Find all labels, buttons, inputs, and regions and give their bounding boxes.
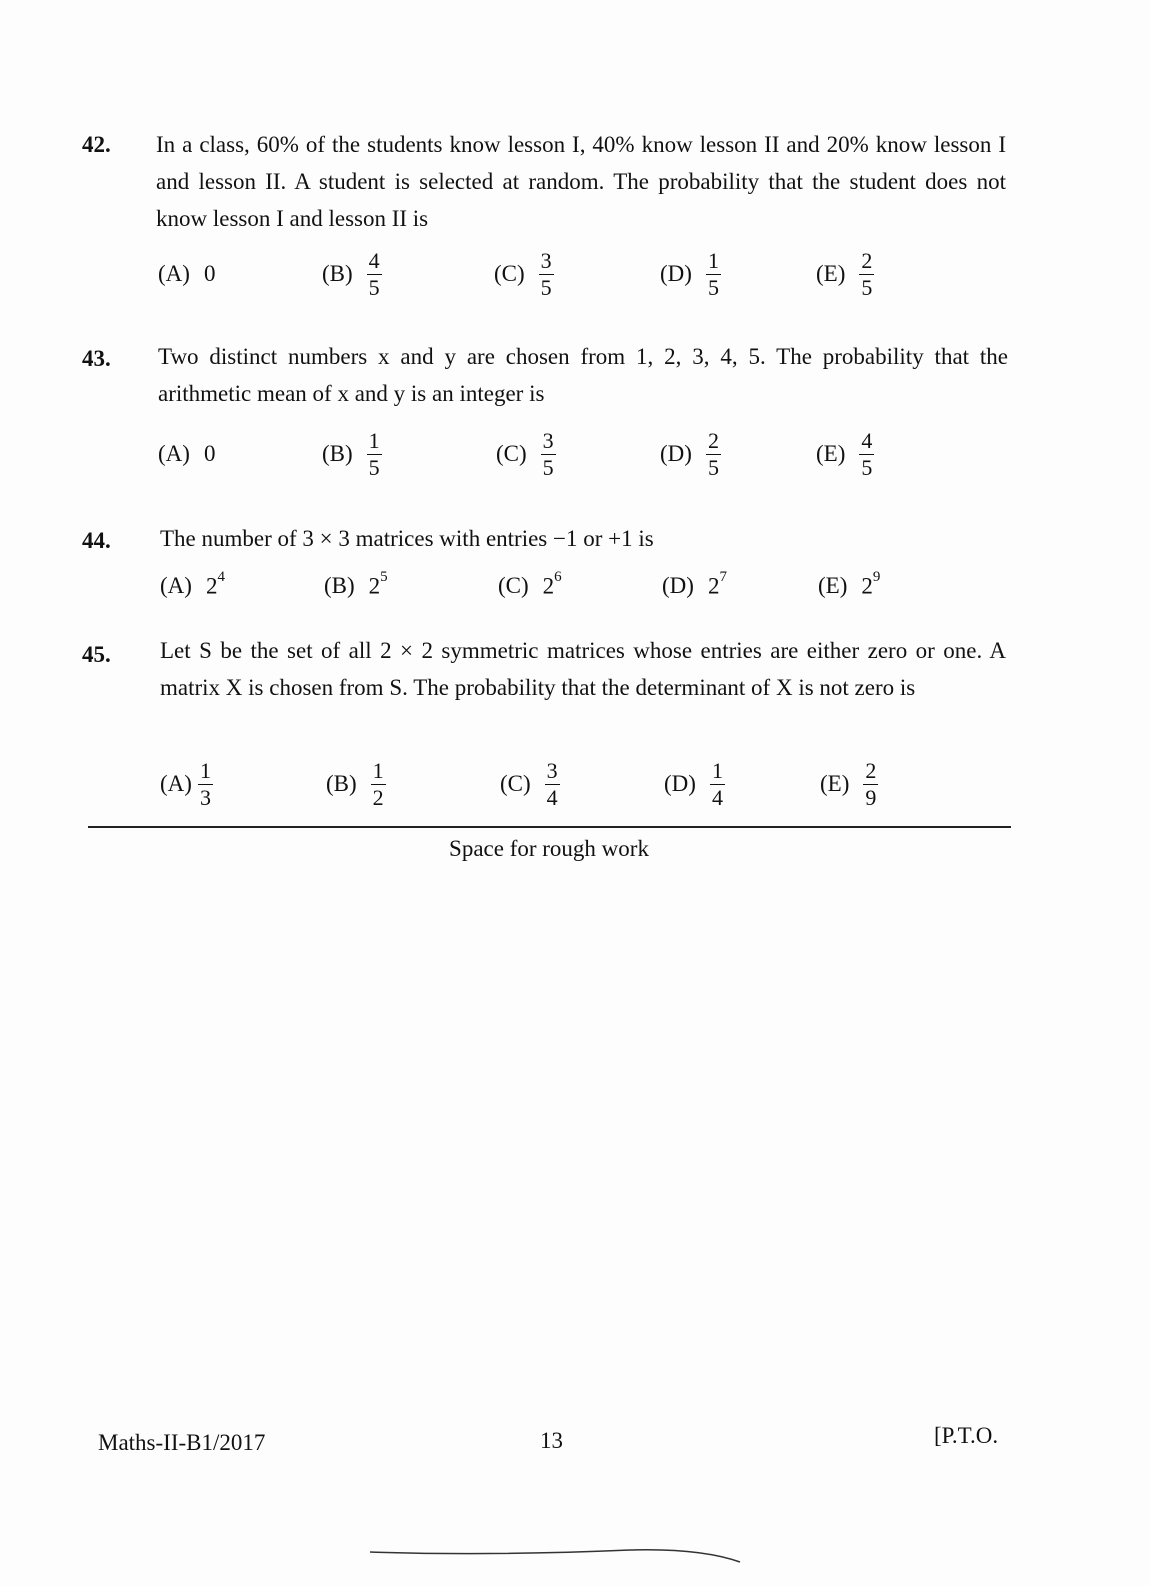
option-e[interactable] [816, 424, 874, 484]
option-a[interactable] [158, 424, 215, 484]
answer-options [156, 424, 916, 484]
numerator: 3 [546, 757, 558, 783]
base: 2 [368, 573, 381, 599]
option-e[interactable] [816, 244, 874, 304]
option-b[interactable] [324, 556, 388, 616]
option-letter: (E) [818, 573, 848, 598]
option-letter: (B) [324, 573, 355, 598]
base: 2 [205, 573, 218, 599]
option-b[interactable] [326, 754, 386, 814]
denominator: 3 [199, 784, 211, 810]
option-letter: (A) [160, 771, 192, 796]
fraction [706, 429, 721, 480]
denominator: 5 [861, 274, 873, 300]
denominator: 5 [540, 274, 552, 300]
fraction [706, 249, 721, 300]
fraction [859, 249, 874, 300]
exponent: 9 [872, 568, 881, 585]
denominator: 5 [542, 454, 554, 480]
fraction [367, 429, 382, 480]
option-c[interactable] [500, 754, 560, 814]
power-value [205, 568, 225, 600]
option-letter: (C) [498, 573, 529, 598]
option-c[interactable] [498, 556, 562, 616]
question-text: The number of 3 × 3 matrices with entries −1 or +1 is [160, 526, 654, 551]
question-text: In a class, 60% of the students know lesson I, 40% know lesson II and 20% know lesson I and lesson II. A student is selected at random. The probability that the student does not know lesson I and lesson II is [156, 132, 1006, 231]
section-divider [88, 826, 1011, 828]
option-letter: (A) [158, 441, 190, 466]
option-b[interactable] [322, 244, 382, 304]
option-letter: (D) [662, 573, 694, 598]
numerator: 2 [707, 427, 719, 453]
paper-code: Maths-II-B1/2017 [98, 1430, 266, 1455]
pto-label: [P.T.O. [934, 1423, 999, 1448]
option-letter: (E) [816, 441, 846, 466]
fraction [371, 759, 386, 810]
numerator: 3 [540, 247, 552, 273]
denominator: 2 [372, 784, 384, 810]
fraction [710, 759, 725, 810]
base: 2 [707, 573, 720, 599]
option-letter: (B) [322, 261, 353, 286]
option-a[interactable] [160, 754, 213, 814]
option-a[interactable] [158, 244, 215, 304]
fraction [863, 759, 878, 810]
option-letter: (D) [660, 261, 692, 286]
question-number: 44. [82, 528, 111, 553]
power-value [861, 568, 881, 600]
page-number: 13 [540, 1428, 563, 1453]
numerator: 1 [199, 757, 211, 783]
denominator: 4 [711, 784, 723, 810]
exponent: 5 [380, 568, 388, 585]
numerator: 2 [865, 757, 877, 783]
rough-work-label: Space for rough work [449, 836, 649, 861]
denominator: 5 [368, 454, 380, 480]
option-letter: (D) [664, 771, 696, 796]
exponent: 7 [719, 568, 727, 585]
option-letter: (C) [494, 261, 525, 286]
base: 2 [542, 573, 555, 599]
option-letter: (D) [660, 441, 692, 466]
option-letter: (E) [816, 261, 846, 286]
option-letter: (C) [500, 771, 531, 796]
option-letter: (A) [158, 261, 190, 286]
denominator: 5 [707, 274, 719, 300]
option-value: 0 [203, 261, 216, 286]
fraction [541, 429, 556, 480]
option-b[interactable] [322, 424, 382, 484]
option-e[interactable] [820, 754, 878, 814]
option-e[interactable] [818, 556, 880, 616]
numerator: 4 [368, 247, 380, 273]
denominator: 5 [368, 274, 380, 300]
option-letter: (C) [496, 441, 527, 466]
numerator: 1 [368, 427, 380, 453]
answer-options [156, 244, 916, 304]
exponent: 4 [217, 568, 225, 585]
option-c[interactable] [496, 424, 556, 484]
fraction [539, 249, 554, 300]
option-d[interactable] [662, 556, 727, 616]
question-text: Let S be the set of all 2 × 2 symmetric matrices whose entries are either zero or one. A matrix X is chosen from S. The probability that the determinant of X is not zero is [160, 638, 1006, 700]
option-c[interactable] [494, 244, 554, 304]
exponent: 6 [554, 568, 562, 585]
numerator: 3 [542, 427, 554, 453]
option-d[interactable] [660, 244, 721, 304]
option-letter: (E) [820, 771, 850, 796]
denominator: 9 [865, 784, 877, 810]
question-number: 45. [82, 642, 111, 667]
option-d[interactable] [660, 424, 721, 484]
fraction [198, 759, 213, 810]
fraction [859, 429, 874, 480]
question-text: Two distinct numbers x and y are chosen from 1, 2, 3, 4, 5. The probability that the arithmetic mean of x and y is an integer is [158, 344, 1008, 406]
option-letter: (B) [322, 441, 353, 466]
option-letter: (B) [326, 771, 357, 796]
question-number: 43. [82, 346, 111, 371]
denominator: 5 [861, 454, 873, 480]
fraction [545, 759, 560, 810]
fraction [367, 249, 382, 300]
option-letter: (A) [160, 573, 192, 598]
denominator: 5 [707, 454, 719, 480]
option-d[interactable] [664, 754, 725, 814]
denominator: 4 [546, 784, 558, 810]
option-value: 0 [203, 441, 216, 466]
base: 2 [861, 573, 873, 599]
scan-mark [370, 1540, 750, 1570]
power-value [707, 568, 727, 600]
option-a[interactable] [160, 556, 225, 616]
numerator: 1 [711, 757, 723, 783]
answer-options [156, 754, 916, 814]
numerator: 1 [372, 757, 384, 783]
numerator: 1 [707, 247, 719, 273]
question-number: 42. [82, 132, 111, 157]
power-value [368, 568, 388, 600]
numerator: 4 [861, 427, 873, 453]
answer-options [156, 556, 916, 616]
power-value [542, 568, 562, 600]
numerator: 2 [861, 247, 873, 273]
